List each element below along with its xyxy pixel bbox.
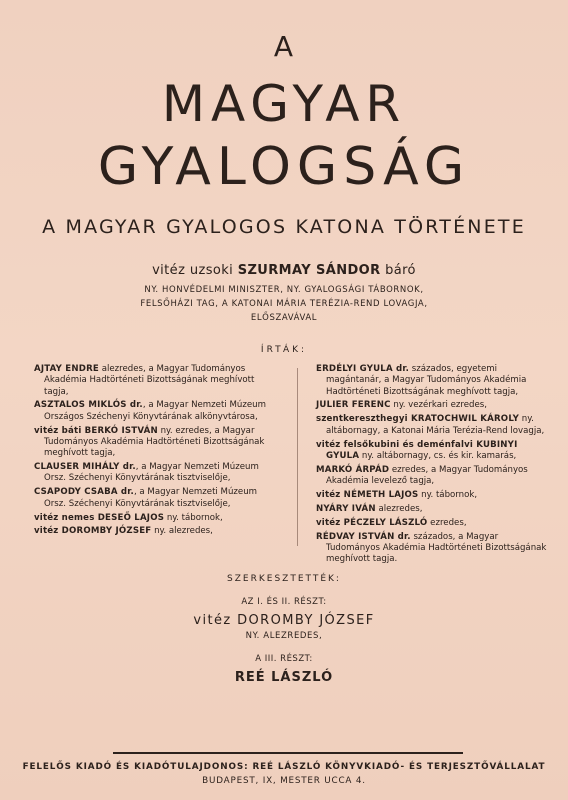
author-name: vitéz DOROMBY JÓZSEF	[34, 526, 152, 537]
author-entry	[34, 364, 270, 398]
author-description: , a Magyar Nemzeti Múzeum Orsz. Széchenyi Könyvtárának tisztviselője,	[44, 487, 258, 509]
author-description: , a Magyar Nemzeti Múzeum Országos Széchenyi Könyvtárának alkönyvtárosa,	[44, 400, 266, 422]
author-entry	[34, 526, 270, 537]
author-name: NYÁRY IVÁN	[316, 503, 376, 514]
author-entry	[34, 426, 270, 460]
author-entry	[34, 462, 270, 485]
author-description: ny. tábornok,	[418, 489, 478, 500]
foreword-author-name: SZURMAY SÁNDOR	[237, 263, 381, 278]
author-entry	[34, 513, 270, 524]
author-description: ny. alezredes,	[151, 526, 213, 537]
authors-right-column	[316, 364, 552, 568]
author-description: ezredes, a Magyar Tudományos Akadémia levelező tagja,	[326, 464, 528, 487]
author-description: ny. altábornagy, cs. és kir. kamarás,	[359, 450, 517, 461]
rank-line: ELŐSZAVÁVAL	[250, 313, 318, 323]
author-name: CSAPODY CSABA dr.	[34, 487, 134, 498]
author-name: AJTAY ENDRE	[34, 364, 99, 374]
author-name: MARKÓ ÁRPÁD	[316, 464, 390, 475]
author-entry	[316, 465, 552, 488]
author-description: ny. tábornok,	[164, 512, 223, 523]
foreword-author-rank	[0, 283, 568, 325]
author-entry	[316, 364, 552, 398]
authors-heading: ÍRTÁK:	[260, 345, 308, 355]
rank-line: NY. HONVÉDELMI MINISZTER, NY. GYALOGSÁGI TÁBORNOK,	[144, 285, 424, 295]
author-entry	[34, 400, 270, 423]
author-entry	[316, 532, 552, 566]
author-entry	[316, 518, 552, 529]
author-description: százados, a Magyar Tudományos Akadémia Hadtörténeti Bizottságának meghívott tagja.	[326, 531, 547, 565]
author-entry	[316, 504, 552, 515]
author-name: ASZTALOS MIKLÓS dr.	[34, 400, 143, 411]
author-name: CLAUSER MIHÁLY dr.	[34, 462, 136, 473]
author-name: vitéz felsőkubini és deménfalvi KUBINYI GYULA	[316, 439, 518, 461]
foreword-author-suffix: báró	[385, 263, 416, 278]
author-description: ezredes,	[427, 517, 467, 528]
parts-1-2-label: AZ I. ÉS II. RÉSZT:	[241, 597, 327, 607]
publisher-line: FELELŐS KIADÓ ÉS KIADÓTULAJDONOS: REÉ LÁSZLÓ KÖNYVKIADÓ- ÉS TERJESZTŐVÁLLALAT	[22, 762, 546, 772]
author-description: , a Magyar Nemzeti Múzeum Orsz. Széchenyi Könyvtárának tisztviselője,	[44, 462, 259, 484]
footer-divider	[113, 752, 463, 754]
author-description: alezredes, a Magyar Tudományos Akadémia Hadtörténeti Bizottságának meghívott tagja,	[44, 364, 255, 397]
parts-1-2-editor: vitéz DOROMBY JÓZSEF	[193, 613, 375, 628]
author-description: ny. vezérkari ezredes,	[390, 400, 488, 411]
author-name: vitéz nemes DESEŐ LAJOS	[34, 512, 165, 523]
author-description: ny. altábornagy, a Katonai Mária Terézia-Rend lovagja,	[326, 414, 545, 436]
author-entry	[316, 490, 552, 501]
foreword-author	[0, 263, 568, 278]
title-line-2: GYALOGSÁG	[97, 137, 471, 197]
author-name: vitéz PÉCZELY LÁSZLÓ	[316, 517, 428, 528]
authors-left-column	[34, 364, 270, 540]
title-line-1: MAGYAR	[161, 75, 407, 133]
author-entry	[316, 440, 552, 463]
author-name: vitéz báti BERKÓ ISTVÁN	[34, 425, 158, 436]
part-3-editor: REÉ LÁSZLÓ	[234, 670, 334, 685]
author-entry	[316, 414, 552, 437]
author-name: vitéz NÉMETH LAJOS	[316, 489, 419, 500]
author-description: alezredes,	[375, 503, 423, 514]
author-description: százados, egyetemi magántanár, a Magyar Tudományos Akadémia Hadtörténeti Bizottságának meghívott tagja,	[326, 364, 527, 397]
parts-1-2-editor-rank: NY. ALEZREDES,	[245, 631, 323, 641]
author-name: RÉDVAY ISTVÁN dr.	[316, 531, 411, 542]
rank-line: FELSŐHÁZI TAG, A KATONAI MÁRIA TERÉZIA-REND LOVAGJA,	[140, 299, 428, 309]
author-entry	[316, 400, 552, 411]
foreword-author-prefix: vitéz uzsoki	[152, 263, 234, 278]
author-name: szentkereszthegyi KRATOCHWIL KÁROLY	[316, 414, 520, 425]
author-name: ERDÉLYI GYULA dr.	[316, 364, 410, 374]
part-3-label: A III. RÉSZT:	[255, 654, 313, 664]
subtitle: A MAGYAR GYALOGOS KATONA TÖRTÉNETE	[42, 216, 526, 238]
author-description: ny. ezredes, a Magyar Tudományos Akadémia Hadtörténeti Bizottságának meghívott tagja,	[44, 425, 265, 459]
author-name: JULIER FERENC	[316, 400, 391, 411]
author-entry	[34, 487, 270, 510]
column-divider	[297, 368, 298, 546]
edited-heading: SZERKESZTETTÉK:	[227, 574, 341, 584]
publisher-address: BUDAPEST, IX, MESTER UCCA 4.	[202, 776, 366, 786]
title-article: A	[273, 30, 295, 63]
